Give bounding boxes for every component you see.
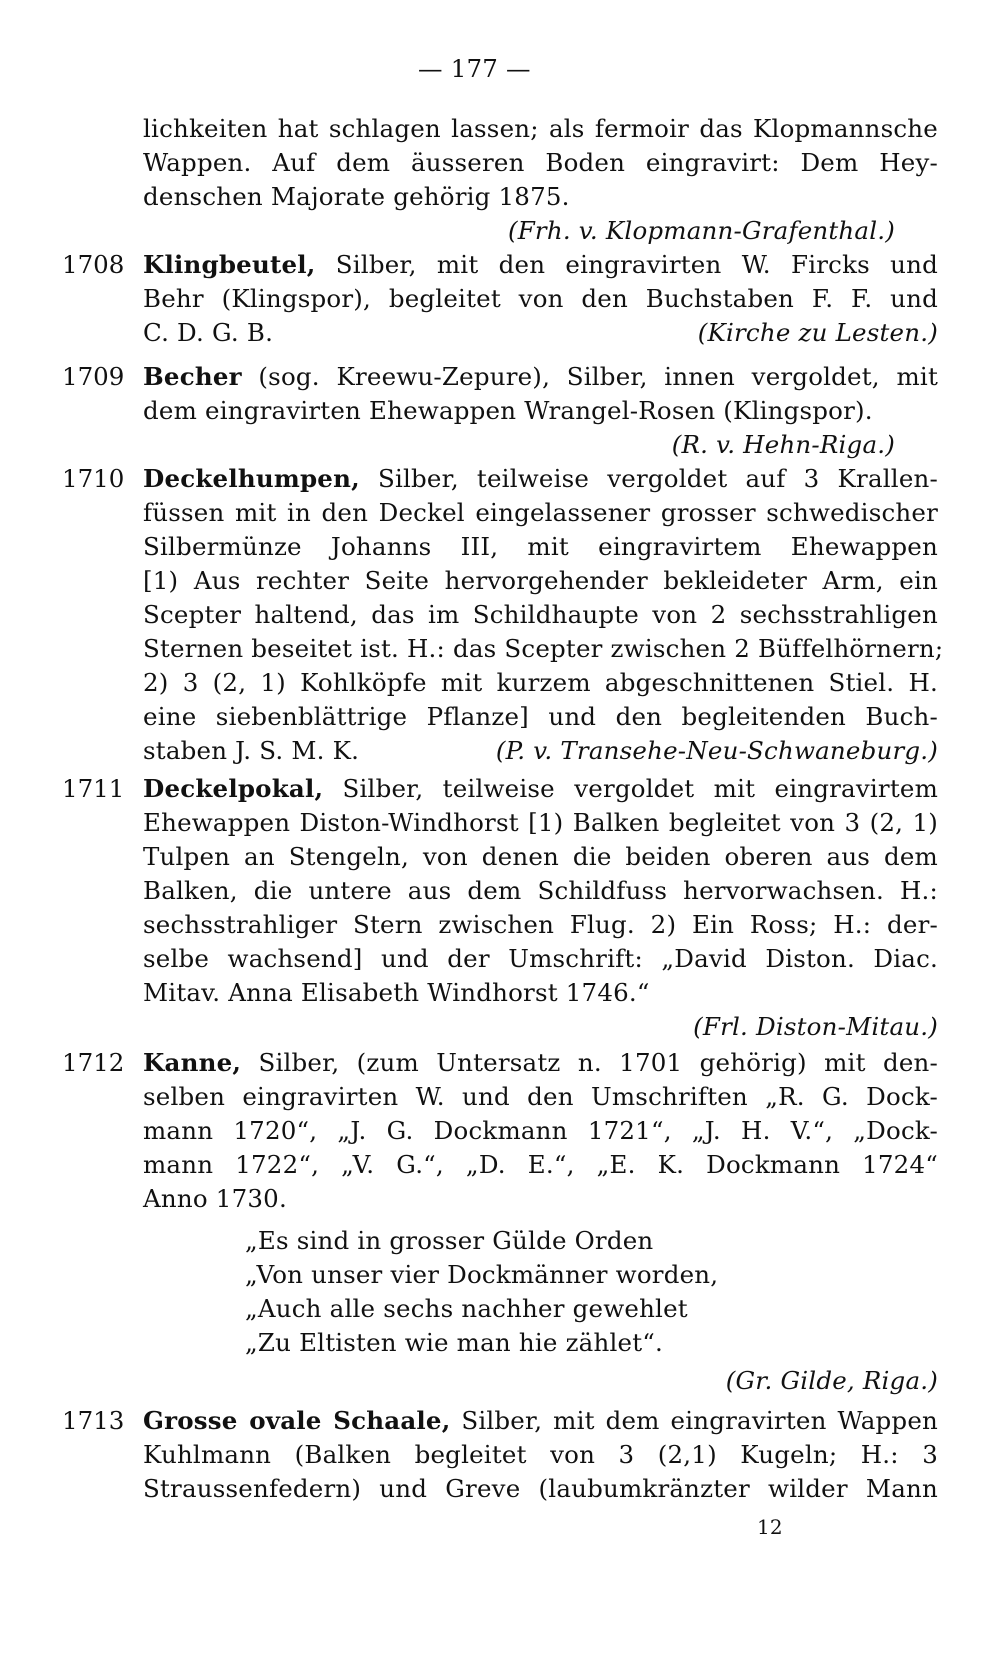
- text-line: selbe wachsend] und der Umschrift: „David Diston. Diac.: [143, 944, 938, 973]
- text-line: Wappen. Auf dem äusseren Boden eingravirt: Dem Hey-: [143, 148, 938, 177]
- entry-line: [143, 360, 938, 394]
- text-line: Anno 1730.: [143, 1184, 287, 1213]
- text-line: dem eingravirten Ehewappen Wrangel-Rosen (Klingspor).: [143, 396, 873, 425]
- entry-lead: Grosse ovale Schaale,: [143, 1406, 451, 1435]
- text-line: Balken, die untere aus dem Schildfuss hervorwachsen. H.:: [143, 876, 938, 905]
- entry-number: 1711: [62, 774, 125, 803]
- entry-number: 1713: [62, 1406, 125, 1435]
- text-line: eine siebenblättrige Pflanze] und den begleitenden Buch-: [143, 702, 938, 731]
- text-line: Kuhlmann (Balken begleitet von 3 (2,1) Kugeln; H.: 3: [143, 1440, 938, 1469]
- entry-line: [143, 1046, 938, 1080]
- verse-line: „Auch alle sechs nachher gewehlet: [245, 1294, 688, 1323]
- text-line: sechsstrahliger Stern zwischen Flug. 2) Ein Ross; H.: der-: [143, 910, 938, 939]
- source-note: (Gr. Gilde, Riga.): [725, 1366, 938, 1395]
- source-note: (P. v. Transehe-Neu-Schwaneburg.): [495, 736, 938, 765]
- text-line: Tulpen an Stengeln, von denen die beiden oberen aus dem: [143, 842, 938, 871]
- text-line: 2) 3 (2, 1) Kohlköpfe mit kurzem abgeschnittenen Stiel. H.: [143, 668, 938, 697]
- source-note: (Frl. Diston-Mitau.): [693, 1012, 938, 1041]
- entry-lead: Deckelpokal,: [143, 774, 324, 803]
- text-line: denschen Majorate gehörig 1875.: [143, 182, 570, 211]
- text-line: Scepter haltend, das im Schildhaupte von 2 sechsstrahligen: [143, 600, 938, 629]
- signature-mark: 12: [757, 1515, 783, 1539]
- entry-number: 1712: [62, 1048, 125, 1077]
- entry-text: Silber, teilweise vergoldet auf 3 Krallen-: [359, 464, 938, 493]
- entry-lead: Becher: [143, 362, 242, 391]
- text-line: Mitav. Anna Elisabeth Windhorst 1746.“: [143, 978, 650, 1007]
- text-line: Silbermünze Johanns III, mit eingravirtem Ehewappen: [143, 532, 938, 561]
- entry-line: [143, 248, 938, 282]
- text-line: staben J. S. M. K.: [143, 736, 360, 765]
- entry-number: 1708: [62, 250, 125, 279]
- verse-line: „Zu Eltisten wie man hie zählet“.: [245, 1328, 663, 1357]
- verse-line: „Von unser vier Dockmänner worden,: [245, 1260, 719, 1289]
- entry-text: Silber, teilweise vergoldet mit eingravirtem: [323, 774, 938, 803]
- text-line: [1) Aus rechter Seite hervorgehender bekleideter Arm, ein: [143, 566, 938, 595]
- source-note: (R. v. Hehn-Riga.): [671, 430, 895, 459]
- source-note: (Frh. v. Klopmann-Grafenthal.): [507, 216, 895, 245]
- text-line: mann 1720“, „J. G. Dockmann 1721“, „J. H. V.“, „Dock-: [143, 1116, 938, 1145]
- text-line: lichkeiten hat schlagen lassen; als fermoir das Klopmannsche: [143, 114, 938, 143]
- entry-line: [143, 462, 938, 496]
- text-line: C. D. G. B.: [143, 318, 274, 347]
- text-line: selben eingravirten W. und den Umschriften „R. G. Dock-: [143, 1082, 938, 1111]
- entry-text: Silber, mit dem eingravirten Wappen: [450, 1406, 938, 1435]
- entry-text: Silber, mit den eingravirten W. Fircks und: [315, 250, 938, 279]
- text-line: Ehewappen Diston-Windhorst [1) Balken begleitet von 3 (2, 1): [143, 808, 938, 837]
- entry-text: (sog. Kreewu-Zepure), Silber, innen vergoldet, mit: [241, 362, 938, 391]
- entry-number: 1710: [62, 464, 125, 493]
- entry-line: [143, 772, 938, 806]
- text-line: Straussenfedern) und Greve (laubumkränzter wilder Mann: [143, 1474, 938, 1503]
- entry-text: Silber, (zum Untersatz n. 1701 gehörig) mit den-: [241, 1048, 938, 1077]
- entry-lead: Kanne,: [143, 1048, 242, 1077]
- text-line: Behr (Klingspor), begleitet von den Buchstaben F. F. und: [143, 284, 938, 313]
- entry-lead: Deckelhumpen,: [143, 464, 360, 493]
- text-line: Sternen beseitet ist. H.: das Scepter zwischen 2 Büffelhörnern;: [143, 634, 944, 663]
- entry-lead: Klingbeutel,: [143, 250, 316, 279]
- verse-line: „Es sind in grosser Gülde Orden: [245, 1226, 654, 1255]
- text-line: füssen mit in den Deckel eingelassener grosser schwedischer: [143, 498, 938, 527]
- page-number: — 177 —: [418, 54, 531, 83]
- text-line: mann 1722“, „V. G.“, „D. E.“, „E. K. Dockmann 1724“: [143, 1150, 938, 1179]
- source-note: (Kirche zu Lesten.): [697, 318, 938, 347]
- entry-number: 1709: [62, 362, 125, 391]
- entry-line: [143, 1404, 938, 1438]
